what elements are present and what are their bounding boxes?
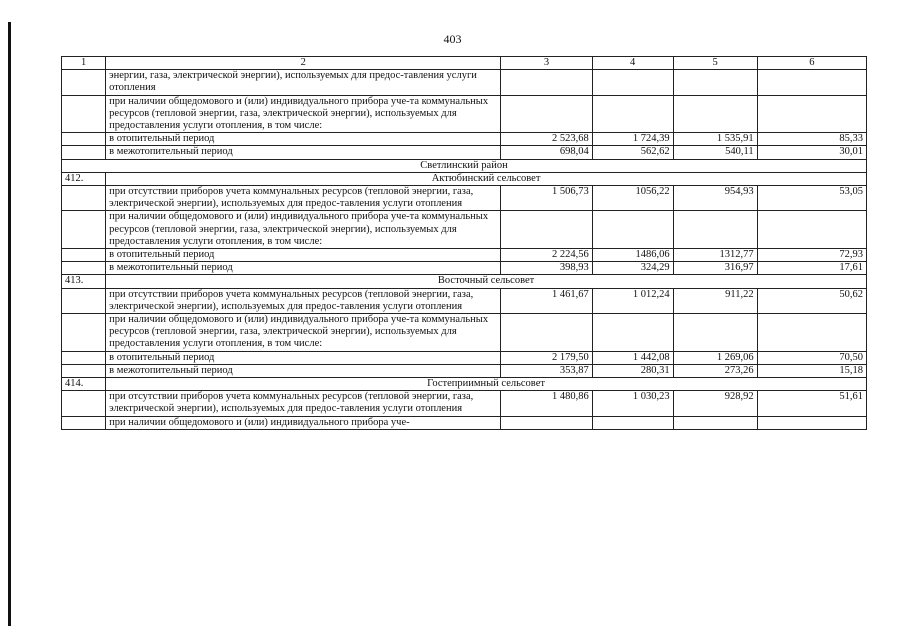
value-cell-col3: 1 480,86 <box>501 391 592 416</box>
column-header: 4 <box>592 57 673 70</box>
value-cell-col6: 72,93 <box>757 249 866 262</box>
section-title: Актюбинский сельсовет <box>106 172 867 185</box>
value-cell-col6: 53,05 <box>757 186 866 211</box>
row-description: в межотопительный период <box>106 146 501 159</box>
value-cell-col4: 1 724,39 <box>592 133 673 146</box>
row-description: при отсутствии приборов учета коммунальных ресурсов (тепловой энергии, газа, электрической энергии), используемых для предос-тавления услуги отопления <box>106 186 501 211</box>
value-cell-col6: 70,50 <box>757 351 866 364</box>
value-cell-col3: 2 179,50 <box>501 351 592 364</box>
value-cell-col4: 1486,06 <box>592 249 673 262</box>
section-title: Восточный сельсовет <box>106 275 867 288</box>
section-title: Гостеприимный сельсовет <box>106 378 867 391</box>
value-cell-col3: 353,87 <box>501 364 592 377</box>
value-cell-col4 <box>592 95 673 133</box>
table-row <box>62 95 867 133</box>
table-row <box>62 146 867 159</box>
value-cell-col4: 1 030,23 <box>592 391 673 416</box>
table-row <box>62 391 867 416</box>
value-cell-col5: 954,93 <box>673 186 757 211</box>
value-cell-col6: 30,01 <box>757 146 866 159</box>
value-cell-col5 <box>673 95 757 133</box>
row-number-cell <box>62 95 106 133</box>
value-cell-col4: 1056,22 <box>592 186 673 211</box>
value-cell-col5 <box>673 70 757 95</box>
column-number-row <box>62 57 867 70</box>
value-cell-col3: 2 224,56 <box>501 249 592 262</box>
page-number: 403 <box>443 32 462 46</box>
value-cell-col5: 273,26 <box>673 364 757 377</box>
row-number-cell <box>62 351 106 364</box>
value-cell-col3: 1 461,67 <box>501 288 592 313</box>
row-description: в отопительный период <box>106 133 501 146</box>
value-cell-col4 <box>592 314 673 352</box>
table-row <box>62 364 867 377</box>
district-title: Светлинский район <box>62 159 867 172</box>
value-cell-col3 <box>501 314 592 352</box>
value-cell-col6: 15,18 <box>757 364 866 377</box>
value-cell-col3: 698,04 <box>501 146 592 159</box>
value-cell-col6 <box>757 211 866 249</box>
row-number-cell <box>62 70 106 95</box>
value-cell-col4: 280,31 <box>592 364 673 377</box>
value-cell-col5: 540,11 <box>673 146 757 159</box>
table-row <box>62 314 867 352</box>
row-number-cell <box>62 146 106 159</box>
value-cell-col6: 50,62 <box>757 288 866 313</box>
column-header: 1 <box>62 57 106 70</box>
left-margin-rule <box>8 22 11 626</box>
value-cell-col6: 51,61 <box>757 391 866 416</box>
row-number-cell <box>62 262 106 275</box>
row-description: при отсутствии приборов учета коммунальных ресурсов (тепловой энергии, газа, электрической энергии), используемых для предос-тавления услуги отопления <box>106 391 501 416</box>
row-number-cell <box>62 249 106 262</box>
row-number-cell <box>62 211 106 249</box>
row-description: энергии, газа, электрической энергии), используемых для предос-тавления услуги отопления <box>106 70 501 95</box>
value-cell-col3 <box>501 211 592 249</box>
value-cell-col5: 1 535,91 <box>673 133 757 146</box>
value-cell-col5 <box>673 314 757 352</box>
table-row <box>62 133 867 146</box>
value-cell-col5: 928,92 <box>673 391 757 416</box>
row-description: при наличии общедомового и (или) индивидуального прибора уче-та коммунальных ресурсов (тепловой энергии, газа, электрической энергии), используемых для предоставления услуги отопления, в том числе: <box>106 95 501 133</box>
section-heading-row <box>62 172 867 185</box>
row-description: при наличии общедомового и (или) индивидуального прибора уче-та коммунальных ресурсов (тепловой энергии, газа, электрической энергии), используемых для предоставления услуги отопления, в том числе: <box>106 314 501 352</box>
value-cell-col4 <box>592 211 673 249</box>
column-header: 6 <box>757 57 866 70</box>
value-cell-col5 <box>673 211 757 249</box>
value-cell-col6 <box>757 95 866 133</box>
row-number-cell <box>62 288 106 313</box>
table-row <box>62 288 867 313</box>
value-cell-col3 <box>501 416 592 429</box>
column-header: 5 <box>673 57 757 70</box>
row-description: в межотопительный период <box>106 364 501 377</box>
value-cell-col5 <box>673 416 757 429</box>
table-row <box>62 249 867 262</box>
value-cell-col4 <box>592 416 673 429</box>
column-header: 3 <box>501 57 592 70</box>
section-number: 414. <box>62 378 106 391</box>
value-cell-col5: 1312,77 <box>673 249 757 262</box>
value-cell-col6 <box>757 416 866 429</box>
column-header: 2 <box>106 57 501 70</box>
row-number-cell <box>62 314 106 352</box>
section-number: 413. <box>62 275 106 288</box>
row-number-cell <box>62 186 106 211</box>
row-description: в отопительный период <box>106 249 501 262</box>
row-number-cell <box>62 364 106 377</box>
table-row <box>62 262 867 275</box>
value-cell-col3 <box>501 70 592 95</box>
table-row <box>62 186 867 211</box>
section-heading-row <box>62 275 867 288</box>
table-row <box>62 416 867 429</box>
value-cell-col5: 911,22 <box>673 288 757 313</box>
value-cell-col3 <box>501 95 592 133</box>
table-row <box>62 211 867 249</box>
row-description: при отсутствии приборов учета коммунальных ресурсов (тепловой энергии, газа, электрической энергии), используемых для предос-тавления услуги отопления <box>106 288 501 313</box>
value-cell-col3: 1 506,73 <box>501 186 592 211</box>
row-description: при наличии общедомового и (или) индивидуального прибора уче-та коммунальных ресурсов (тепловой энергии, газа, электрической энергии), используемых для предоставления услуги отопления, в том числе: <box>106 211 501 249</box>
section-number: 412. <box>62 172 106 185</box>
row-description: в межотопительный период <box>106 262 501 275</box>
value-cell-col6 <box>757 314 866 352</box>
section-heading-row <box>62 378 867 391</box>
value-cell-col4: 1 012,24 <box>592 288 673 313</box>
value-cell-col5: 1 269,06 <box>673 351 757 364</box>
row-number-cell <box>62 133 106 146</box>
table-row <box>62 351 867 364</box>
value-cell-col6: 17,61 <box>757 262 866 275</box>
value-cell-col4 <box>592 70 673 95</box>
value-cell-col3: 398,93 <box>501 262 592 275</box>
row-number-cell <box>62 416 106 429</box>
value-cell-col4: 1 442,08 <box>592 351 673 364</box>
value-cell-col5: 316,97 <box>673 262 757 275</box>
value-cell-col4: 324,29 <box>592 262 673 275</box>
table-body <box>62 57 867 430</box>
value-cell-col3: 2 523,68 <box>501 133 592 146</box>
tariff-table <box>61 56 867 430</box>
row-description: при наличии общедомового и (или) индивидуального прибора уче- <box>106 416 501 429</box>
row-description: в отопительный период <box>106 351 501 364</box>
district-heading-row <box>62 159 867 172</box>
table-row <box>62 70 867 95</box>
row-number-cell <box>62 391 106 416</box>
value-cell-col6: 85,33 <box>757 133 866 146</box>
value-cell-col4: 562,62 <box>592 146 673 159</box>
value-cell-col6 <box>757 70 866 95</box>
